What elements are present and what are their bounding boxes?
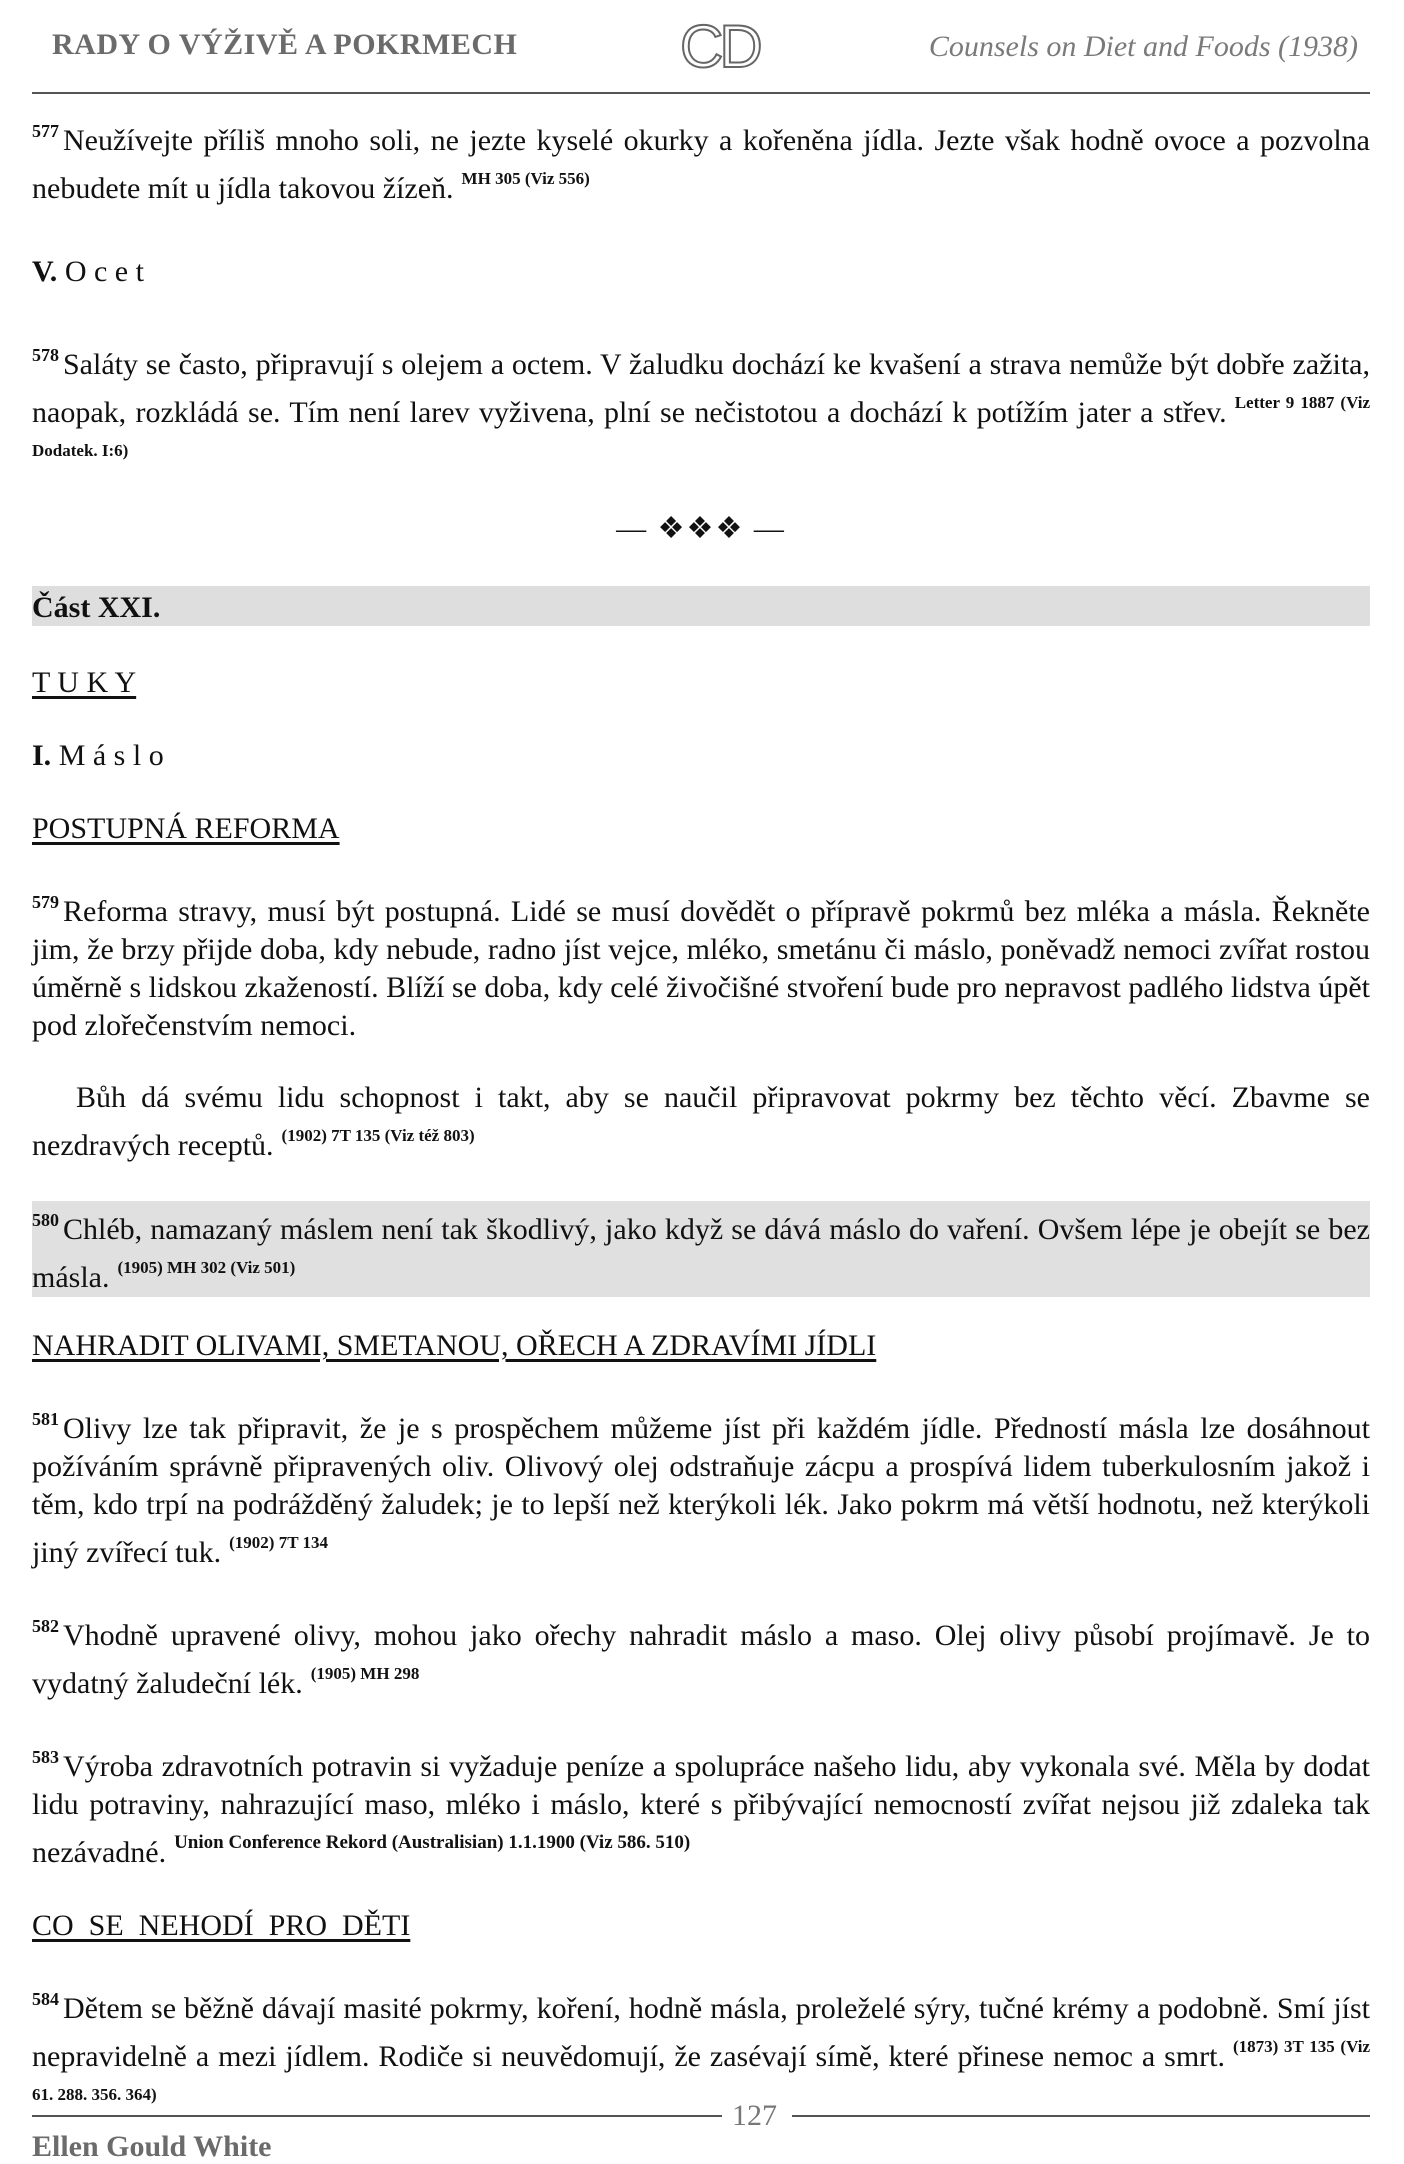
document-page xyxy=(32,0,1370,2163)
paragraph-582 xyxy=(32,1607,1370,1703)
paragraph-text: Reforma stravy, musí být postupná. Lidé se musí dovědět o přípravě pokrmů bez mléka a másla. Řekněte jim, že brzy přijde doba, kdy nebude, radno jíst vejce, mléko, smetánu či máslo, poněvadž nemoci zvířat rostou úměrně s lidskou zkažeností. Blíží se doba, kdy celé živočišné stvoření bude pro nepravost padlého lidstva úpět pod zlořečenstvím nemoci. xyxy=(32,895,1370,1042)
paragraph-text: Vhodně upravené olivy, mohou jako ořechy nahradit máslo a maso. Olej olivy působí projímavě. Je to vydatný žaludeční lék. xyxy=(32,1619,1370,1700)
paragraph-number: 583 xyxy=(32,1747,59,1767)
reference: (1902) 7T 134 xyxy=(229,1533,328,1552)
paragraph-581 xyxy=(32,1400,1370,1572)
paragraph-text: Bůh dá svému lidu schopnost i takt, aby se naučil připravovat pokrmy bez těchto věcí. Zbavme se nezdravých receptů. xyxy=(32,1081,1370,1162)
paragraph-text: Neužívejte příliš mnoho soli, ne jezte kyselé okurky a kořeněna jídla. Jezte však hodně ovoce a pozvolna nebudete mít u jídla takovou žízeň. xyxy=(32,124,1370,205)
paragraph-579-continued xyxy=(32,1079,1370,1165)
header-rule xyxy=(32,92,1370,94)
reference: (1902) 7T 135 (Viz též 803) xyxy=(281,1126,475,1145)
paragraph-577 xyxy=(32,112,1370,208)
section-title: M á s l o xyxy=(58,739,164,772)
footer-rule-right xyxy=(792,2115,1370,2117)
chapter-heading-tuky: T U K Y xyxy=(32,666,137,699)
paragraph-number: 577 xyxy=(32,121,59,141)
reference: (1905) MH 298 xyxy=(310,1664,420,1683)
page-number: 127 xyxy=(732,2099,777,2132)
section-label: V. xyxy=(32,255,58,288)
paragraph-number: 579 xyxy=(32,892,59,912)
footer-rule-left xyxy=(32,2115,722,2117)
section-heading-maslo xyxy=(32,737,1370,775)
page-content xyxy=(32,112,1370,2124)
paragraph-number: 584 xyxy=(32,1989,59,2009)
subheading-postupna-reforma: POSTUPNÁ REFORMA xyxy=(32,812,340,845)
ornament-separator: — ❖❖❖ — xyxy=(616,512,786,545)
section-heading-ocet xyxy=(32,253,1370,291)
author-name: Ellen Gould White xyxy=(32,2130,272,2163)
section-title: O c e t xyxy=(64,255,144,288)
paragraph-number: 580 xyxy=(32,1210,59,1230)
paragraph-580 xyxy=(32,1201,1370,1297)
header-title-english: Counsels on Diet and Foods (1938) xyxy=(928,30,1358,63)
subheading-deti: CO SE NEHODÍ PRO DĚTI xyxy=(32,1909,411,1942)
section-label: I. xyxy=(32,739,52,772)
paragraph-text: Výroba zdravotních potravin si vyžaduje peníze a spolupráce našeho lidu, aby vykonala své. Měla by dodat lidu potraviny, nahrazující maso, mléko i máslo, které s přibývající nemocností zvířat nejsou již zdaleka tak nezávadné. xyxy=(32,1750,1370,1869)
reference: (1905) MH 302 (Viz 501) xyxy=(117,1258,296,1277)
paragraph-number: 578 xyxy=(32,345,59,365)
reference: Letter 9 1887 (Viz Dodatek. I:6) xyxy=(32,393,1370,460)
page-footer xyxy=(32,2085,1370,2163)
paragraph-text: Dětem se běžně dávají masité pokrmy, koření, hodně másla, proleželé sýry, tučné krémy a podobně. Smí jíst nepravidelně a mezi jídlem. Rodiče si neuvědomují, že zasévají símě, které přinese nemoc a smrt. xyxy=(32,1992,1370,2073)
reference: MH 305 (Viz 556) xyxy=(461,169,590,188)
paragraph-583 xyxy=(32,1738,1370,1872)
paragraph-579 xyxy=(32,883,1370,1045)
cd-logo: CD xyxy=(680,13,759,80)
reference: Union Conference Rekord (Australisian) 1.1.1900 (Viz 586. 510) xyxy=(174,1832,691,1853)
part-heading: Část XXI. xyxy=(32,586,1370,626)
paragraph-number: 582 xyxy=(32,1616,59,1636)
page-header xyxy=(32,13,1370,80)
paragraph-text: Saláty se často, připravují s olejem a octem. V žaludku dochází ke kvašení a strava nemůže být dobře zažita, naopak, rozkládá se. Tím není larev vyživena, plní se nečistotou a dochází k potížím jater a střev. xyxy=(32,348,1370,429)
paragraph-text: Olivy lze tak připravit, že je s prospěchem můžeme jíst při každém jídle. Předností másla lze dosáhnout požíváním správně připravených oliv. Olivový olej odstraňuje zácpu a prospívá lidem tuberkulosním jakož i těm, kdo trpí na podrážděný žaludek; je to lepší než kterýkoli lék. Jako pokrm má větší hodnotu, než kterýkoli jiný zvířecí tuk. xyxy=(32,1412,1370,1569)
subheading-nahradit: NAHRADIT OLIVAMI, SMETANOU, OŘECH A ZDRAVÍMI JÍDLI xyxy=(32,1329,877,1362)
paragraph-578 xyxy=(32,336,1370,480)
paragraph-text: Chléb, namazaný máslem není tak škodlivý, jako když se dává máslo do vaření. Ovšem lépe je obejít se bez másla. xyxy=(32,1213,1370,1294)
reference: (1873) 3T 135 (Viz 61. 288. 356. 364) xyxy=(32,2037,1370,2104)
paragraph-number: 581 xyxy=(32,1409,59,1429)
header-title-czech: RADY O VÝŽIVĚ A POKRMECH xyxy=(52,28,518,61)
